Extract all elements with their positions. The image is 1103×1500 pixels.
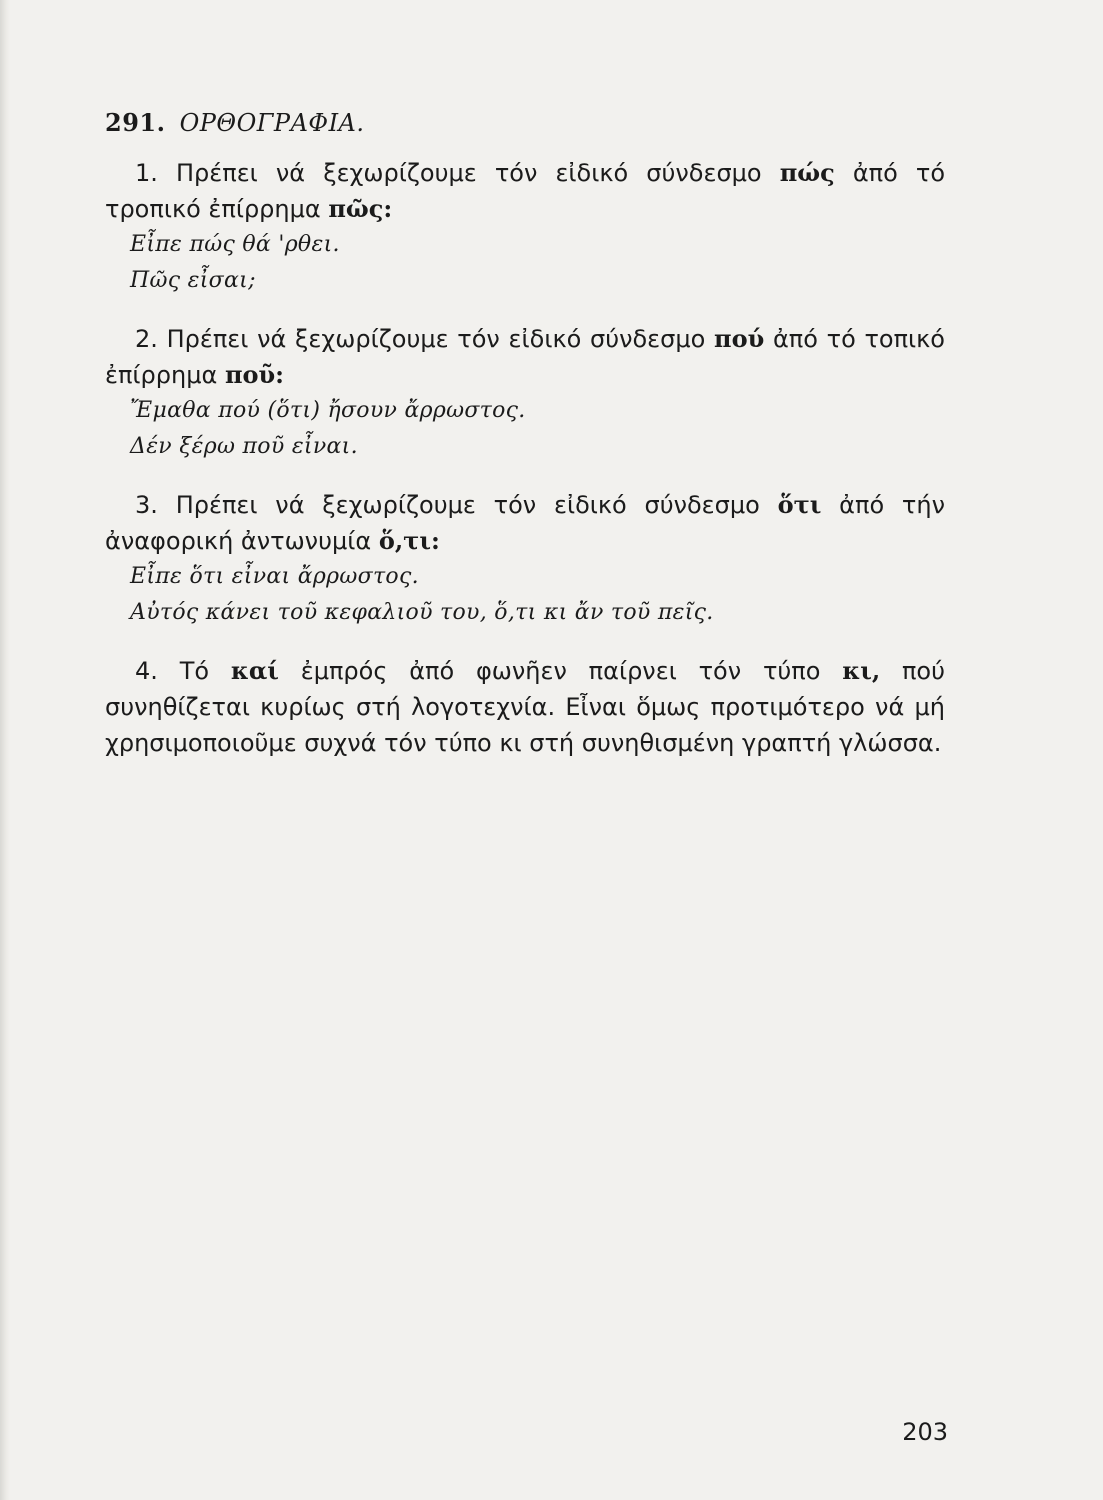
rule-keyword: καί bbox=[230, 656, 279, 685]
page-content bbox=[105, 108, 945, 761]
rule-keyword: πού bbox=[714, 324, 765, 353]
rule-keyword: πῶς: bbox=[328, 194, 393, 223]
rule-text-part: ἀπό τό τροπικό ἐπίρρημα bbox=[105, 159, 946, 223]
rule-text-part: 4. Τό bbox=[135, 657, 231, 685]
example-line: Δέν ξέρω ποῦ εἶναι. bbox=[130, 434, 358, 459]
rule-block-2 bbox=[105, 321, 945, 465]
rule-text-part: ἀπό τήν ἀναφορική ἀντωνυμία bbox=[105, 491, 945, 555]
rule-text-part: πού συνηθίζεται κυρίως στή λογοτεχνία. Εἶναι ὅμως προτιμότερο νά μή χρησιμοποιοῦμε συχνά τόν τύπο κι στή συνηθισμένη γραπτή γλώσσα. bbox=[105, 657, 946, 757]
page-edge-shadow bbox=[0, 0, 10, 1500]
rule-keyword: ὅ,τι: bbox=[378, 526, 440, 555]
rule-text bbox=[105, 653, 945, 761]
rule-text-part: 3. Πρέπει νά ξεχωρίζουμε τόν εἰδικό σύνδεσμο bbox=[135, 491, 778, 519]
rule-text bbox=[105, 487, 945, 559]
section-heading bbox=[105, 108, 945, 137]
rule-text bbox=[105, 155, 945, 227]
example-line: Πῶς εἶσαι; bbox=[130, 268, 256, 293]
rule-keyword: πώς bbox=[779, 158, 835, 187]
rule-block-4 bbox=[105, 653, 945, 761]
rule-text-part: ἀπό τό τοπικό ἐπίρρημα bbox=[105, 325, 945, 389]
example-line: Αὐτός κάνει τοῦ κεφαλιοῦ του, ὅ,τι κι ἄν τοῦ πεῖς. bbox=[130, 600, 714, 625]
rule-block-1 bbox=[105, 155, 945, 299]
example-line: Εἶπε πώς θά 'ρθει. bbox=[130, 232, 340, 257]
rule-text-part: 2. Πρέπει νά ξεχωρίζουμε τόν εἰδικό σύνδεσμο bbox=[135, 325, 715, 353]
example-line: Ἔμαθα πού (ὅτι) ἤσουν ἄρρωστος. bbox=[130, 398, 526, 423]
rule-text bbox=[105, 321, 945, 393]
section-title: ΟΡΘΟΓΡΑΦΙΑ. bbox=[179, 109, 365, 137]
rule-block-3 bbox=[105, 487, 945, 631]
rule-keyword: ὅτι bbox=[777, 490, 822, 519]
section-number: 291. bbox=[105, 108, 166, 137]
rule-text-part: 1. Πρέπει νά ξεχωρίζουμε τόν εἰδικό σύνδεσμο bbox=[135, 159, 780, 187]
example-line: Εἶπε ὅτι εἶναι ἄρρωστος. bbox=[130, 564, 419, 589]
rule-keyword: ποῦ: bbox=[224, 360, 285, 389]
rule-text-part: ἐμπρός ἀπό φωνῆεν παίρνει τόν τύπο bbox=[278, 657, 843, 685]
rule-keyword: κι, bbox=[842, 656, 881, 685]
page-number: 203 bbox=[902, 1418, 948, 1446]
